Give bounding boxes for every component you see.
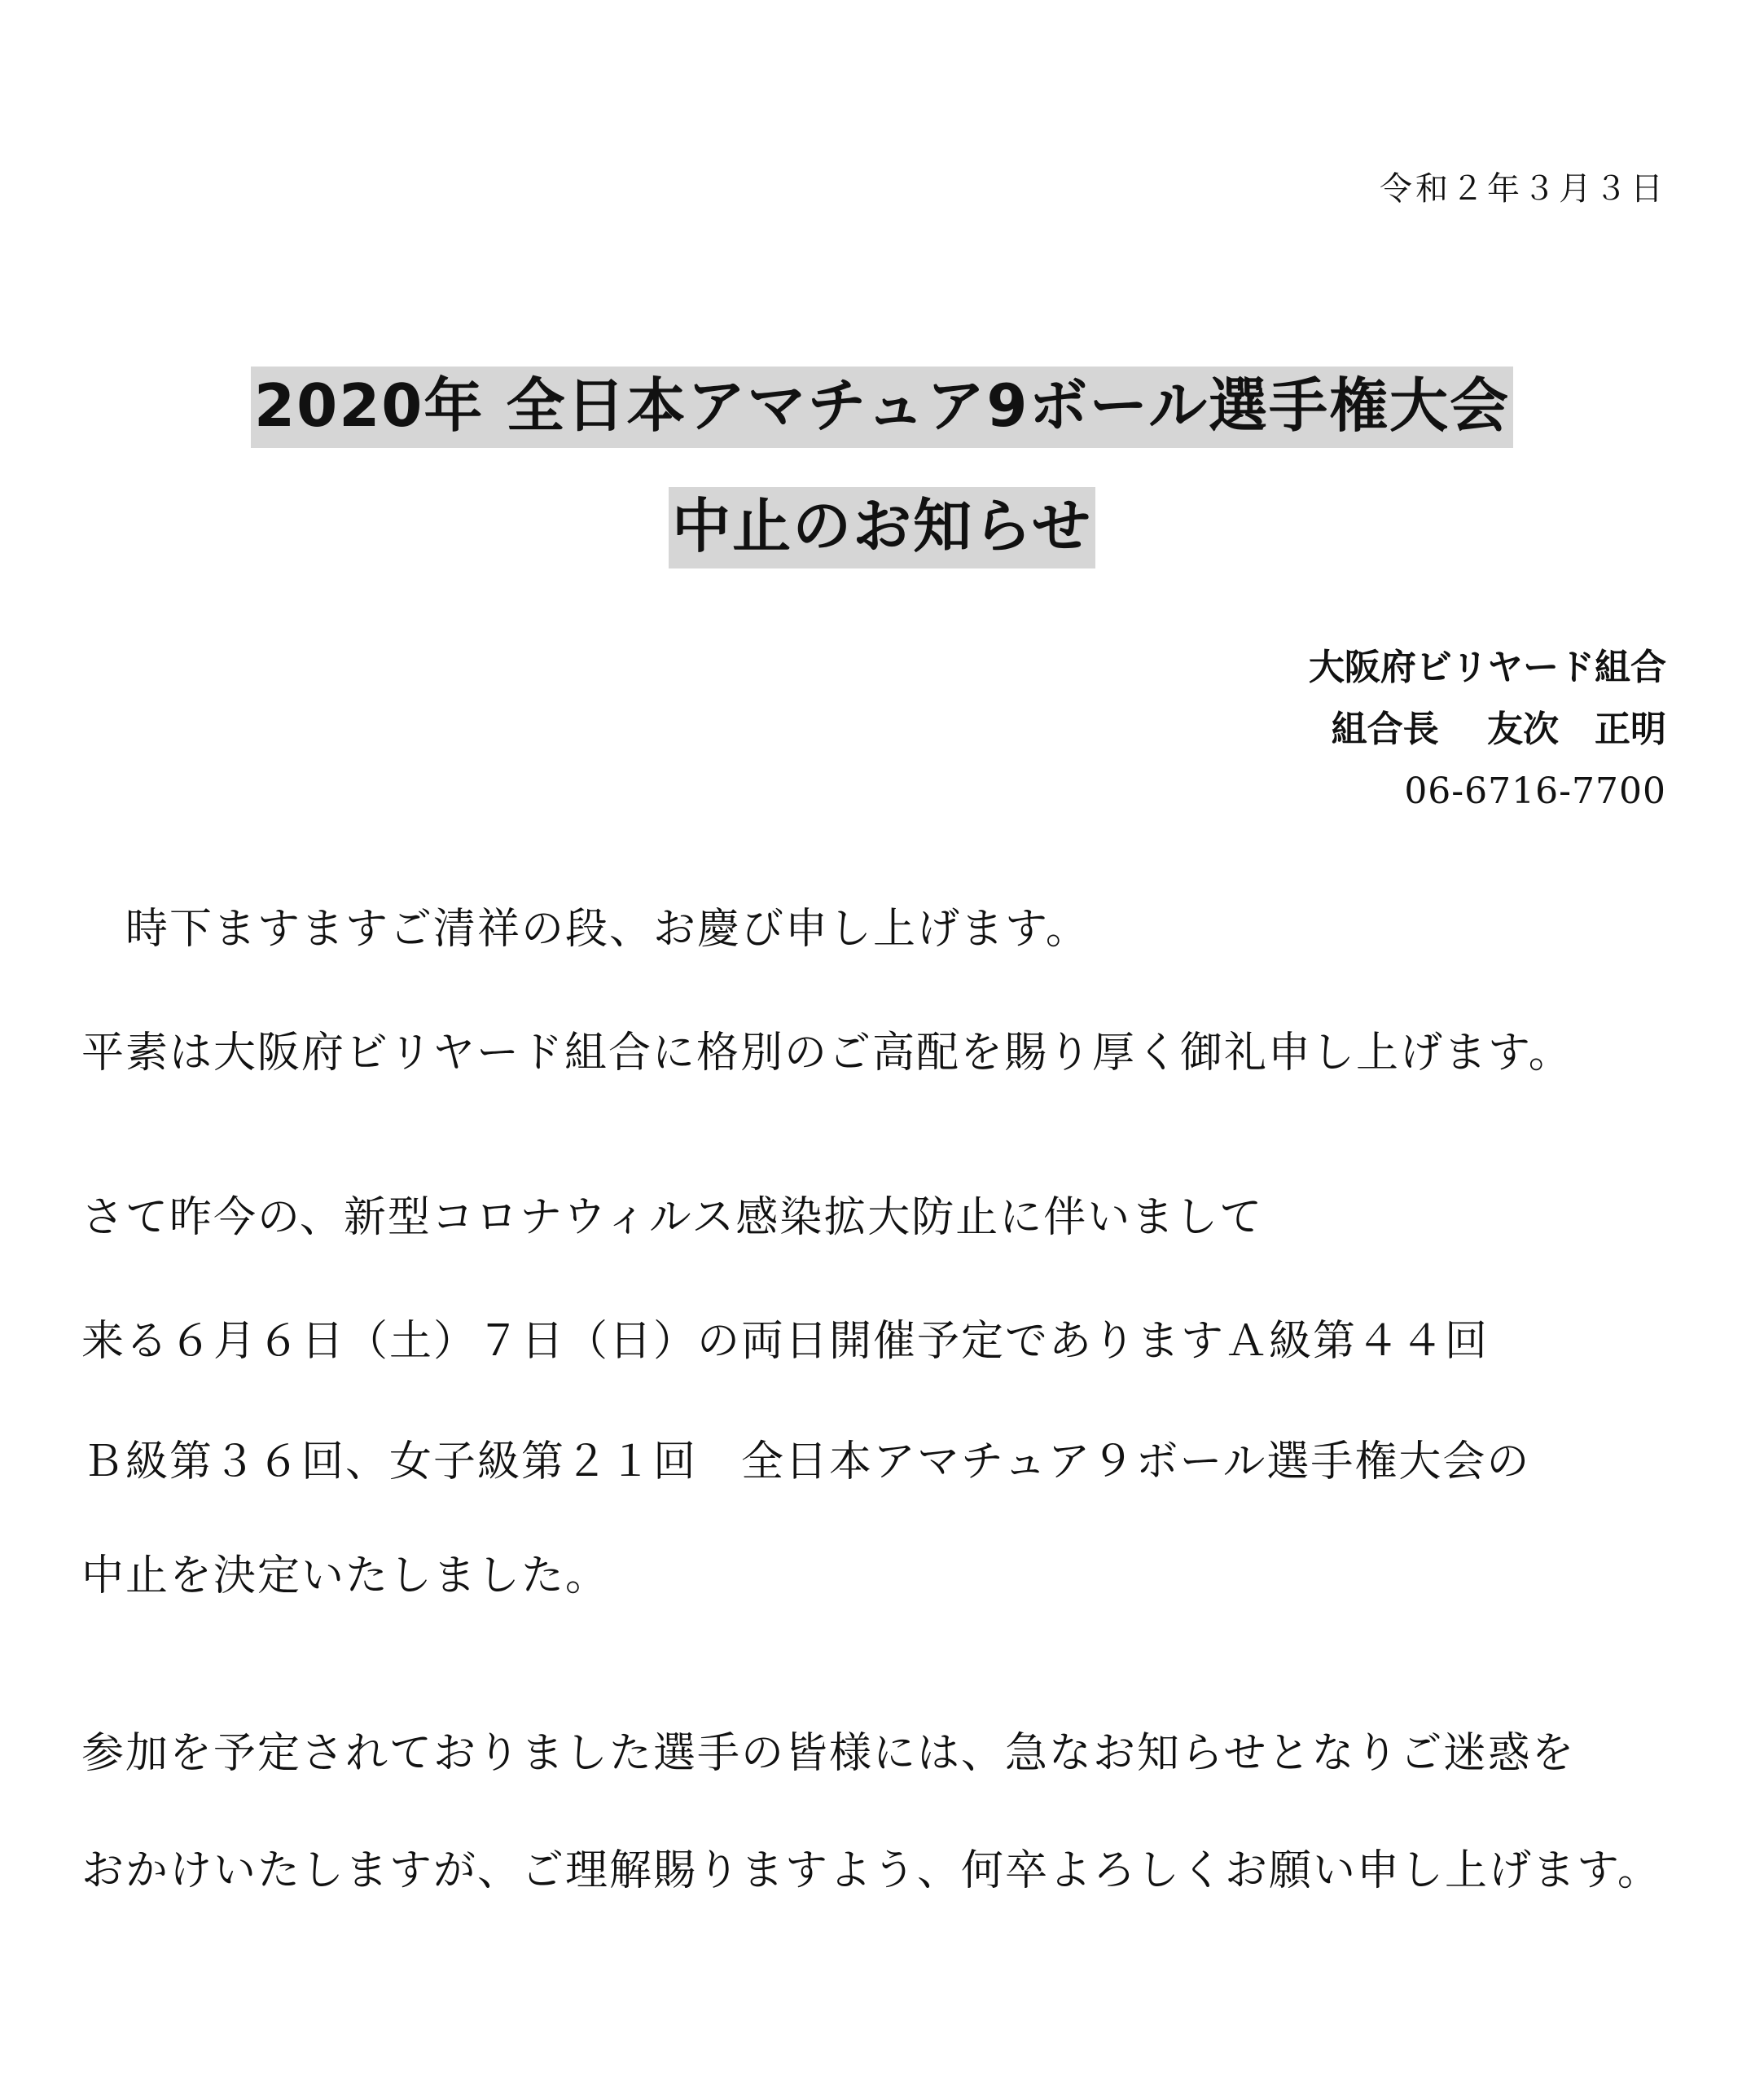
document-title-line-2 (0, 479, 1764, 564)
body-notice-1: さて昨今の、新型コロナウィルス感染拡大防止に伴いまして (81, 1193, 1264, 1242)
sender-phone: 06-6716-7700 (1404, 770, 1666, 812)
document-title-line-1 (0, 358, 1764, 443)
body-notice-2: 来る６月６日（土）７日（日）の両日開催予定でありますＡ級第４４回 (81, 1317, 1490, 1366)
title-text-2: 中止のお知らせ (669, 487, 1095, 568)
sender-organization: 大阪府ビリヤード組合 (1308, 647, 1666, 688)
sender-block (1309, 637, 1666, 823)
sender-chairman: 組合長 友次 正明 (1331, 709, 1666, 750)
title-text-1: 2020年 全日本アマチュア9ボール選手権大会 (251, 367, 1513, 448)
body-apology-2: おかけいたしますが、ご理解賜りますよう、何卒よろしくお願い申し上げます。 (81, 1846, 1661, 1895)
document-date: 令和２年３月３日 (1380, 170, 1666, 208)
body-greeting-2: 平素は大阪府ビリヤード組合に格別のご高配を賜り厚く御礼申し上げます。 (81, 1029, 1573, 1078)
body-notice-4: 中止を決定いたしました。 (81, 1552, 610, 1600)
body-apology-1: 参加を予定されておりました選手の皆様には、急なお知らせとなりご迷惑を (81, 1729, 1576, 1778)
body-greeting-1: 時下ますますご清祥の段、お慶び申し上げます。 (81, 905, 1090, 954)
body-notice-3: Ｂ級第３６回、女子級第２１回 全日本アマチュア９ボール選手権大会の (81, 1438, 1531, 1486)
